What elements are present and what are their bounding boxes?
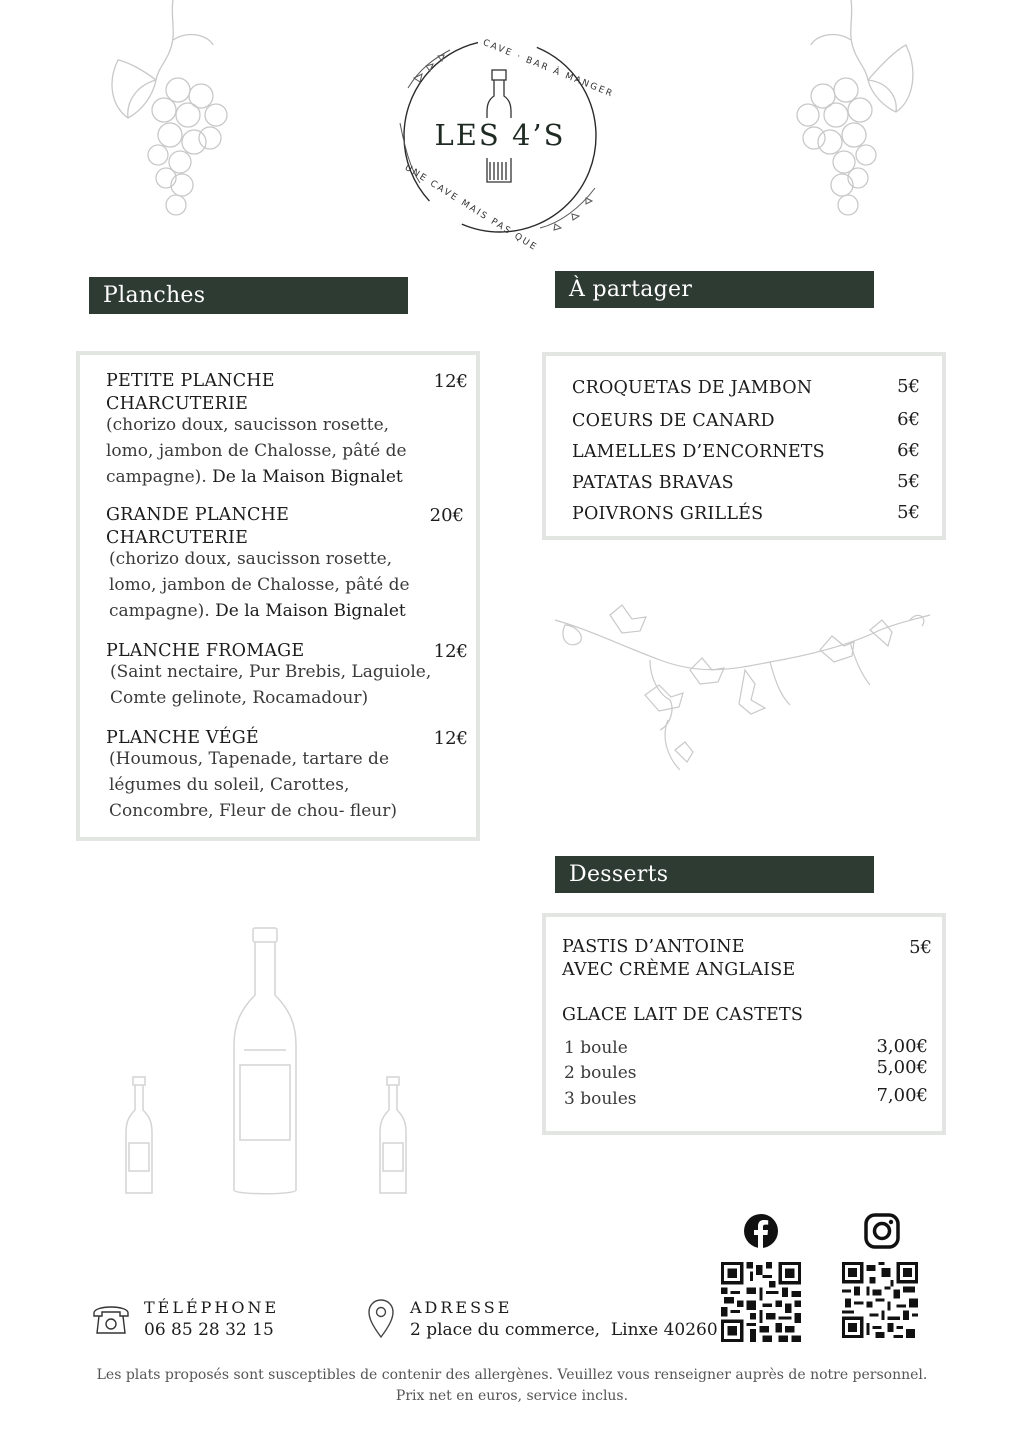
item-price: 6€	[897, 440, 920, 461]
item-name: LAMELLES D’ENCORNETS	[572, 442, 825, 462]
option-price: 3,00€	[876, 1036, 928, 1057]
item-name: COEURS DE CANARD	[572, 411, 775, 431]
glace-option	[564, 1035, 928, 1061]
item-description	[106, 412, 446, 490]
item-name: CHARCUTERIE	[106, 394, 249, 414]
share-item	[572, 411, 920, 439]
glace-option	[564, 1057, 928, 1086]
share-item	[572, 504, 920, 532]
option-label: 1 boule	[564, 1038, 628, 1058]
share-item	[572, 442, 920, 470]
item-name: PETITE PLANCHE	[106, 371, 275, 391]
section-header-planches: Planches	[89, 277, 408, 314]
grapes-right-icon	[786, 0, 926, 220]
item-name: CROQUETAS DE JAMBON	[572, 378, 813, 398]
desc-line: lomo, jambon de Chalosse, pâté de	[106, 441, 407, 461]
option-price: 7,00€	[876, 1085, 928, 1106]
qr-code-facebook-icon[interactable]	[721, 1262, 801, 1342]
desc-line: lomo, jambon de Chalosse, pâté de	[109, 575, 410, 595]
section-header-partager: À partager	[555, 271, 874, 308]
item-name: PLANCHE FROMAGE	[106, 641, 305, 661]
glace-option	[564, 1086, 928, 1112]
item-name: PLANCHE VÉGÉ	[106, 728, 259, 748]
item-name: PASTIS D’ANTOINE	[562, 937, 745, 957]
logo-arc-bottom-text: UNE CAVE MAIS PAS QUE	[402, 163, 540, 254]
item-description	[106, 546, 446, 624]
option-price: 5,00€	[876, 1057, 928, 1078]
desc-line: Concombre, Fleur de chou- fleur)	[109, 801, 397, 821]
desc-line: légumes du soleil, Carottes,	[109, 775, 350, 795]
desc-line: Comte gelinote, Rocamadour)	[110, 688, 369, 708]
address-value: 2 place du commerce, Linxe 40260	[410, 1320, 718, 1340]
dessert-pastis	[562, 937, 932, 980]
instagram-icon[interactable]	[864, 1213, 900, 1249]
item-name: AVEC CRÈME ANGLAISE	[562, 960, 796, 980]
location-pin-icon	[366, 1298, 396, 1340]
share-item	[572, 378, 920, 406]
qr-code-instagram-icon[interactable]	[842, 1262, 918, 1338]
desc-line: (chorizo doux, saucisson rosette,	[106, 415, 390, 435]
glace-title: GLACE LAIT DE CASTETS	[562, 1005, 804, 1025]
logo-name: LES 4’S	[434, 118, 566, 152]
allergen-notice: Les plats proposés sont susceptibles de contenir des allergènes. Veuillez vous renseigner auprès de notre personnel.	[96, 1367, 928, 1383]
item-name: CHARCUTERIE	[106, 528, 249, 548]
ivy-vine-icon	[550, 600, 935, 775]
price-notice: Prix net en euros, service inclus.	[395, 1388, 629, 1404]
planche-item-grande	[106, 505, 464, 624]
desserts-card	[542, 913, 946, 1135]
item-name: GRANDE PLANCHE	[106, 505, 290, 525]
item-name: POIVRONS GRILLÉS	[572, 504, 764, 524]
share-item	[572, 473, 920, 501]
option-label: 2 boules	[564, 1063, 637, 1083]
planches-card	[76, 351, 480, 841]
planche-item-fromage	[106, 641, 468, 711]
item-price: 5€	[909, 937, 932, 958]
item-price: 12€	[433, 371, 468, 392]
planche-item-petite	[106, 371, 468, 490]
item-price: 5€	[897, 502, 920, 523]
logo-arc-top-text: CAVE · BAR À MANGER	[481, 38, 616, 100]
desc-text: campagne).	[109, 601, 210, 621]
wine-bottles-icon	[118, 925, 418, 1200]
item-price: 5€	[897, 376, 920, 397]
item-description	[106, 746, 446, 824]
item-name: PATATAS BRAVAS	[572, 473, 734, 493]
desc-line: (Saint nectaire, Pur Brebis, Laguiole,	[110, 662, 432, 682]
maker-name: De la Maison Bignalet	[212, 467, 403, 487]
grapes-left-icon	[98, 0, 238, 220]
desc-text: campagne).	[106, 467, 207, 487]
desc-line: (chorizo doux, saucisson rosette,	[109, 549, 393, 569]
planche-item-vege	[106, 728, 468, 824]
item-price: 12€	[433, 641, 468, 662]
desc-line	[106, 464, 446, 490]
maker-name: De la Maison Bignalet	[215, 601, 406, 621]
desc-line: (Houmous, Tapenade, tartare de	[109, 749, 390, 769]
section-header-desserts: Desserts	[555, 856, 874, 893]
item-price: 12€	[433, 728, 468, 749]
item-price: 5€	[897, 471, 920, 492]
logo	[390, 28, 616, 254]
item-description	[106, 659, 446, 711]
phone-value[interactable]: 06 85 28 32 15	[144, 1320, 274, 1340]
facebook-icon[interactable]	[743, 1213, 779, 1249]
item-price: 20€	[429, 505, 464, 526]
option-label: 3 boules	[564, 1089, 637, 1109]
phone-label: TÉLÉPHONE	[144, 1298, 280, 1317]
address-label: ADRESSE	[410, 1298, 513, 1317]
telephone-icon	[90, 1301, 132, 1337]
partager-card	[542, 352, 946, 540]
desc-line	[109, 598, 446, 624]
item-price: 6€	[897, 409, 920, 430]
